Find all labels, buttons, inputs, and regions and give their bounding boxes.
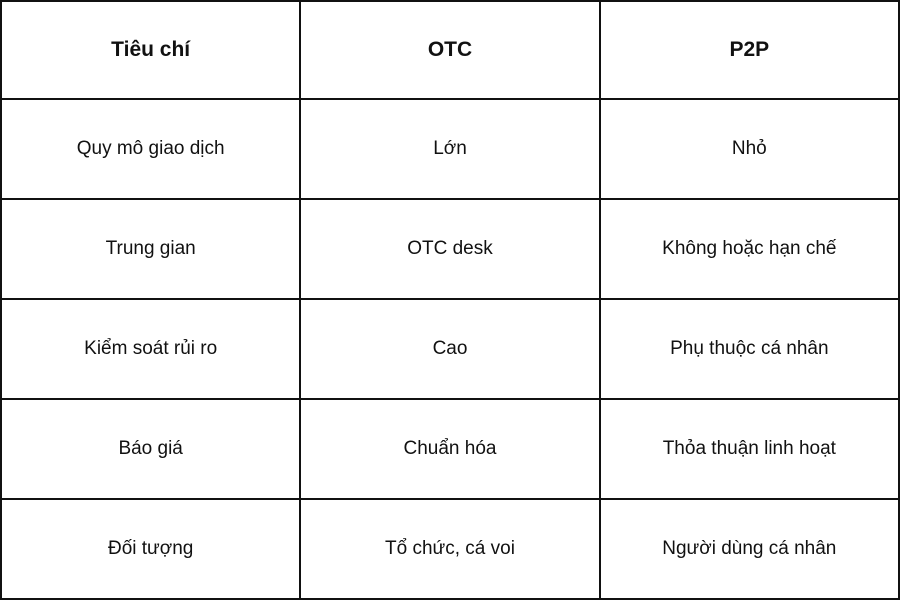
- table-row: [1, 299, 899, 399]
- otc-cell: Cao: [300, 299, 599, 399]
- p2p-cell: Không hoặc hạn chế: [600, 199, 899, 299]
- header-p2p: P2P: [600, 1, 899, 99]
- table-row: [1, 99, 899, 199]
- table-row: [1, 499, 899, 599]
- table-row: [1, 399, 899, 499]
- otc-cell: OTC desk: [300, 199, 599, 299]
- criteria-cell: Kiểm soát rủi ro: [1, 299, 300, 399]
- otc-cell: Tổ chức, cá voi: [300, 499, 599, 599]
- table-row: [1, 199, 899, 299]
- criteria-cell: Trung gian: [1, 199, 300, 299]
- otc-cell: Lớn: [300, 99, 599, 199]
- criteria-cell: Báo giá: [1, 399, 300, 499]
- criteria-cell: Đối tượng: [1, 499, 300, 599]
- p2p-cell: Nhỏ: [600, 99, 899, 199]
- header-row: [1, 1, 899, 99]
- p2p-cell: Người dùng cá nhân: [600, 499, 899, 599]
- p2p-cell: Thỏa thuận linh hoạt: [600, 399, 899, 499]
- p2p-cell: Phụ thuộc cá nhân: [600, 299, 899, 399]
- header-otc: OTC: [300, 1, 599, 99]
- header-criteria: Tiêu chí: [1, 1, 300, 99]
- criteria-cell: Quy mô giao dịch: [1, 99, 300, 199]
- otc-cell: Chuẩn hóa: [300, 399, 599, 499]
